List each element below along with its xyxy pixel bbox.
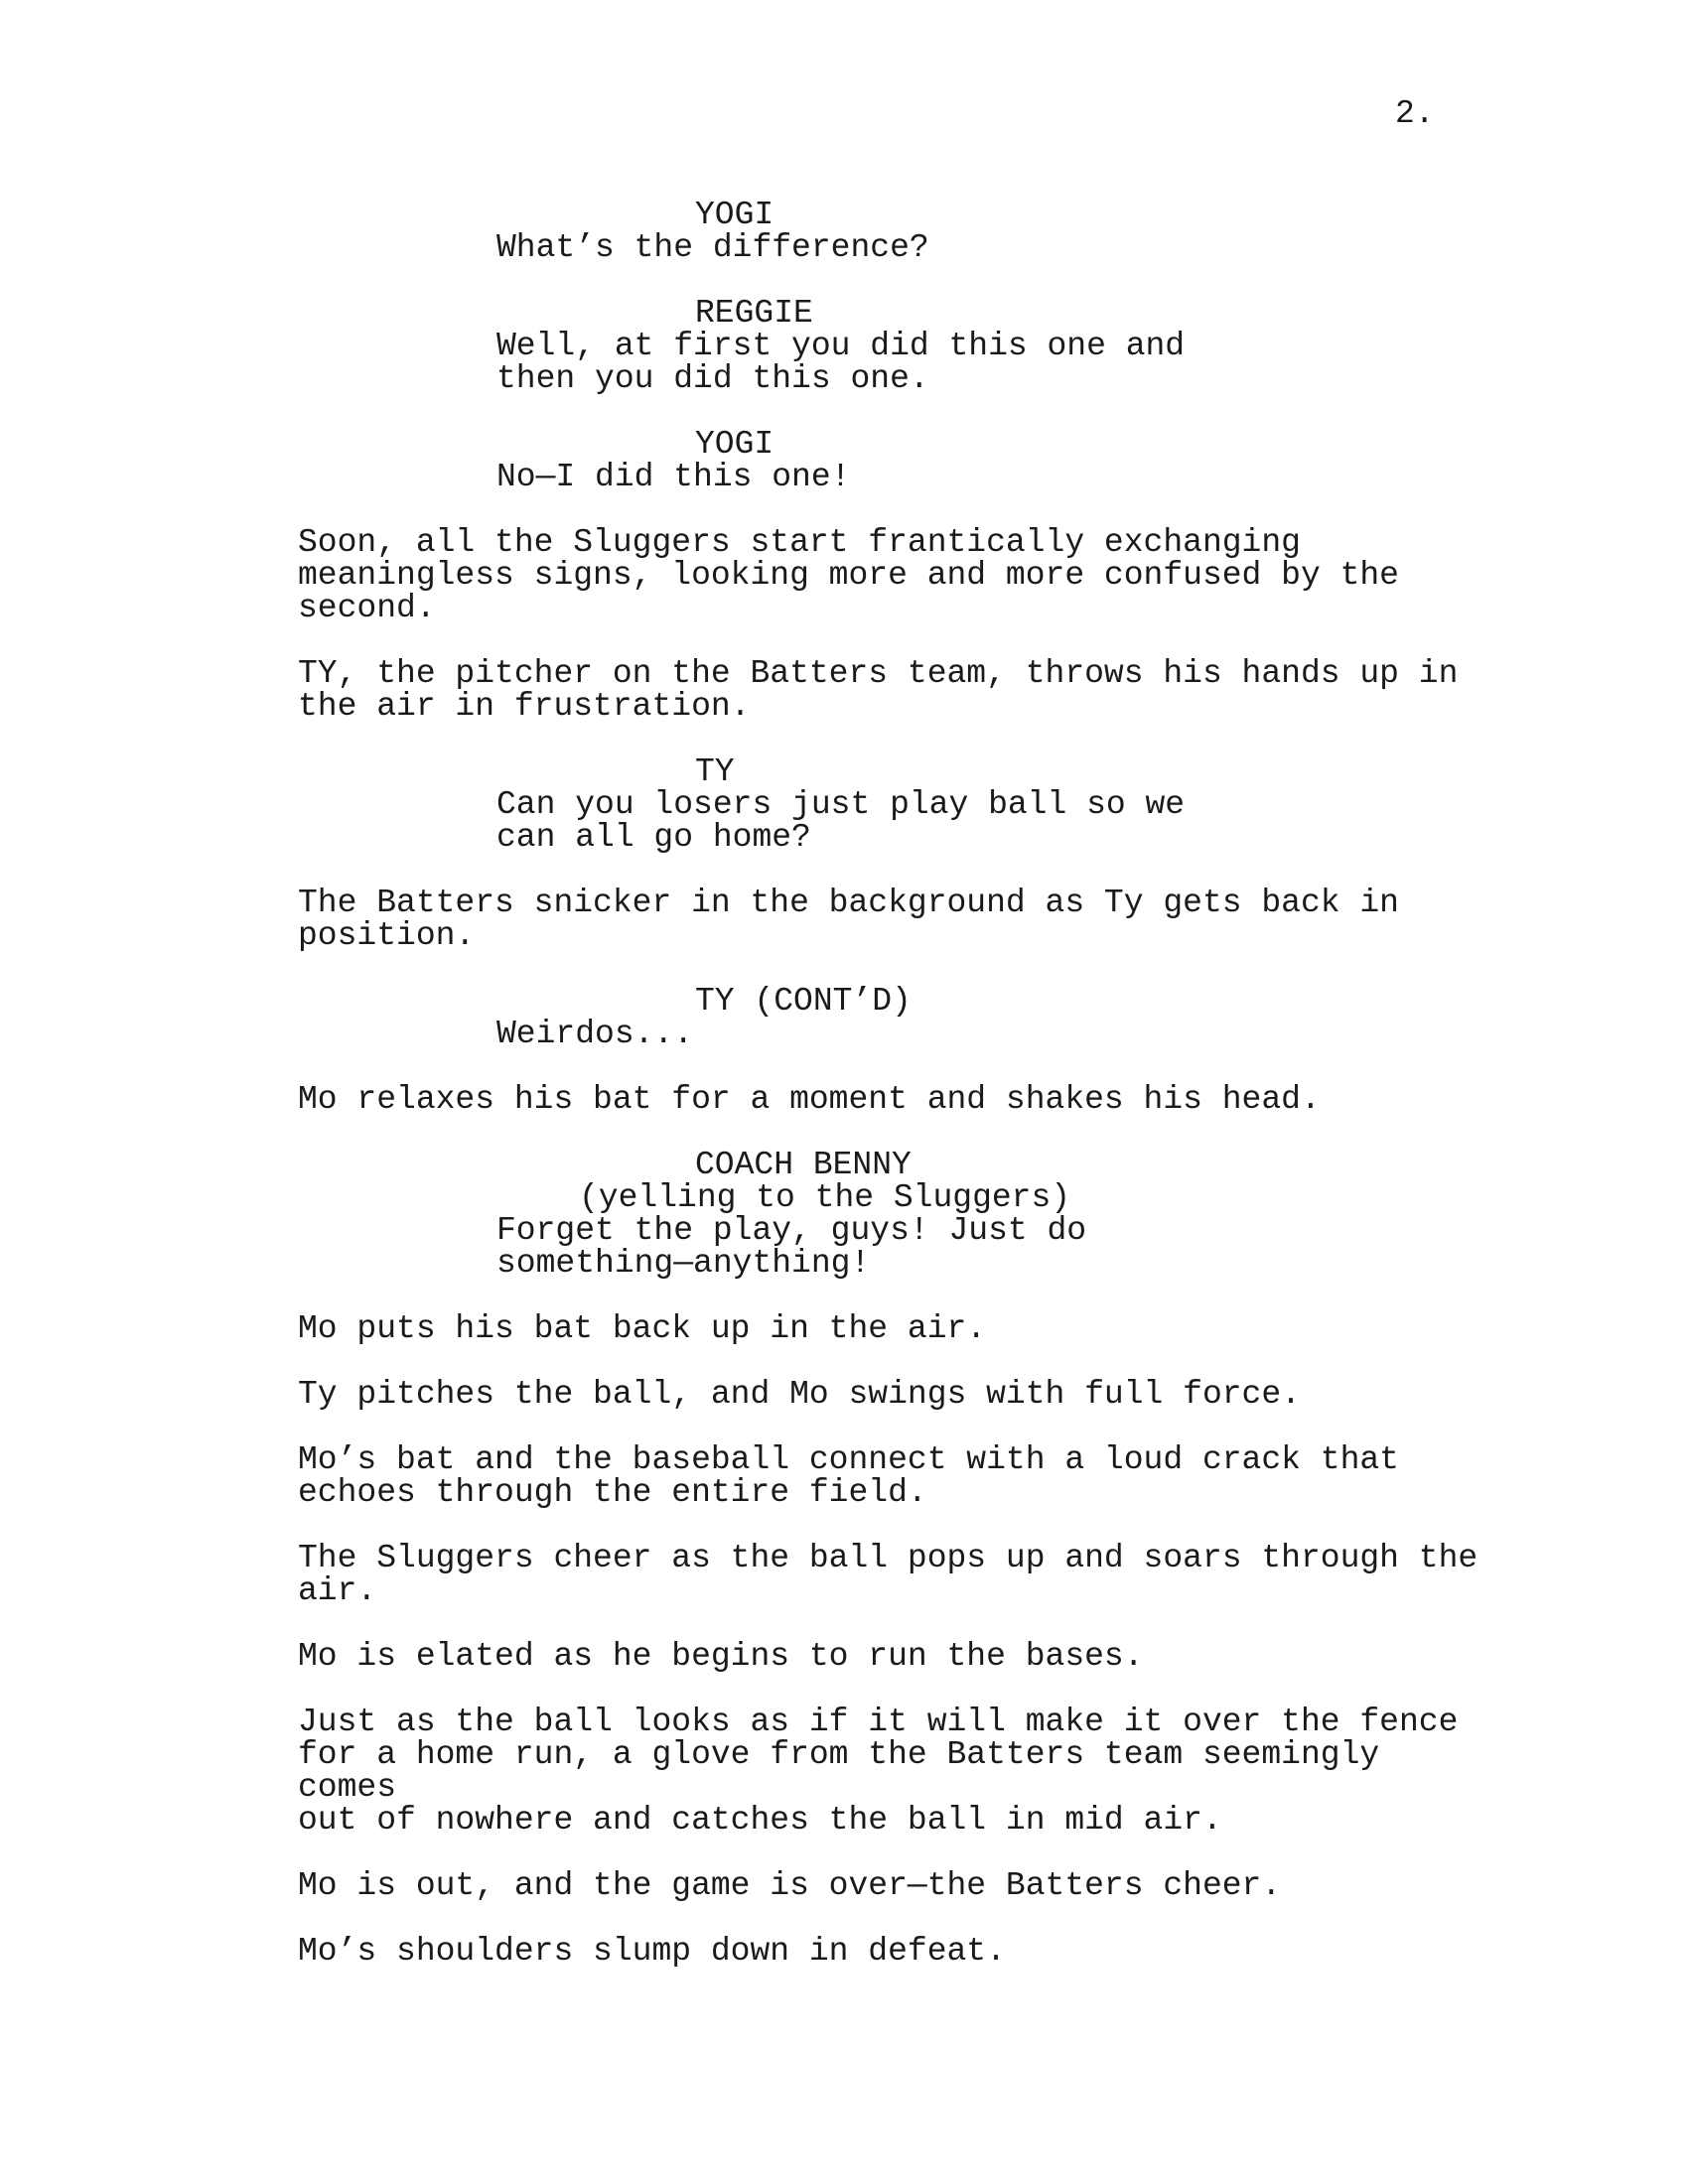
action-line: The Batters snicker in the background as Ty gets back in position.: [298, 885, 1399, 954]
action-line: Mo’s shoulders slump down in defeat.: [298, 1933, 1006, 1970]
spacer: [298, 264, 1489, 297]
spacer: [298, 854, 1489, 887]
dialogue-line: No—I did this one!: [496, 459, 851, 495]
spacer: [298, 1050, 1489, 1083]
dialogue-line: Forget the play, guys! Just do something—anything!: [496, 1212, 1087, 1282]
spacer: [298, 493, 1489, 526]
character-name: TY: [695, 753, 735, 790]
action-line: Soon, all the Sluggers start frantically exchanging meaningless signs, looking more and more confused by the second.: [298, 524, 1399, 626]
spacer: [298, 395, 1489, 428]
dialogue-line: Can you losers just play ball so we can all go home?: [496, 786, 1186, 856]
character-name: YOGI: [695, 426, 774, 463]
parenthetical: (yelling to the Sluggers): [579, 1179, 1071, 1216]
character-name: COACH BENNY: [695, 1147, 912, 1183]
spacer: [298, 1837, 1489, 1869]
spacer: [298, 1509, 1489, 1542]
script-body: [298, 199, 1489, 1968]
action-line: Ty pitches the ball, and Mo swings with full force.: [298, 1376, 1301, 1413]
action-line: Mo puts his bat back up in the air.: [298, 1310, 987, 1347]
page-number: 2.: [1395, 95, 1435, 132]
action-line: Mo relaxes his bat for a moment and shakes his head.: [298, 1081, 1321, 1118]
character-name: REGGIE: [695, 295, 813, 332]
action-line: TY, the pitcher on the Batters team, throws his hands up in the air in frustration.: [298, 655, 1459, 725]
spacer: [298, 952, 1489, 985]
spacer: [298, 723, 1489, 755]
spacer: [298, 1411, 1489, 1443]
action-line: Mo is out, and the game is over—the Batters cheer.: [298, 1867, 1282, 1904]
spacer: [298, 1280, 1489, 1312]
character-name: TY (CONT’D): [695, 983, 912, 1020]
dialogue-line: Well, at first you did this one and then you did this one.: [496, 328, 1186, 397]
action-line: Just as the ball looks as if it will make it over the fence for a home run, a glove from the Batters team seemingly comes out of nowhere and catches the ball in mid air.: [298, 1704, 1459, 1839]
spacer: [298, 1607, 1489, 1640]
spacer: [298, 624, 1489, 657]
character-name: YOGI: [695, 197, 774, 233]
spacer: [298, 1116, 1489, 1149]
spacer: [298, 1902, 1489, 1935]
spacer: [298, 1673, 1489, 1706]
action-line: Mo is elated as he begins to run the bases.: [298, 1638, 1144, 1675]
dialogue-line: Weirdos...: [496, 1016, 694, 1052]
action-line: The Sluggers cheer as the ball pops up and soars through the air.: [298, 1540, 1478, 1609]
dialogue-line: What’s the difference?: [496, 229, 929, 266]
action-line: Mo’s bat and the baseball connect with a loud crack that echoes through the entire field.: [298, 1441, 1399, 1511]
spacer: [298, 1345, 1489, 1378]
